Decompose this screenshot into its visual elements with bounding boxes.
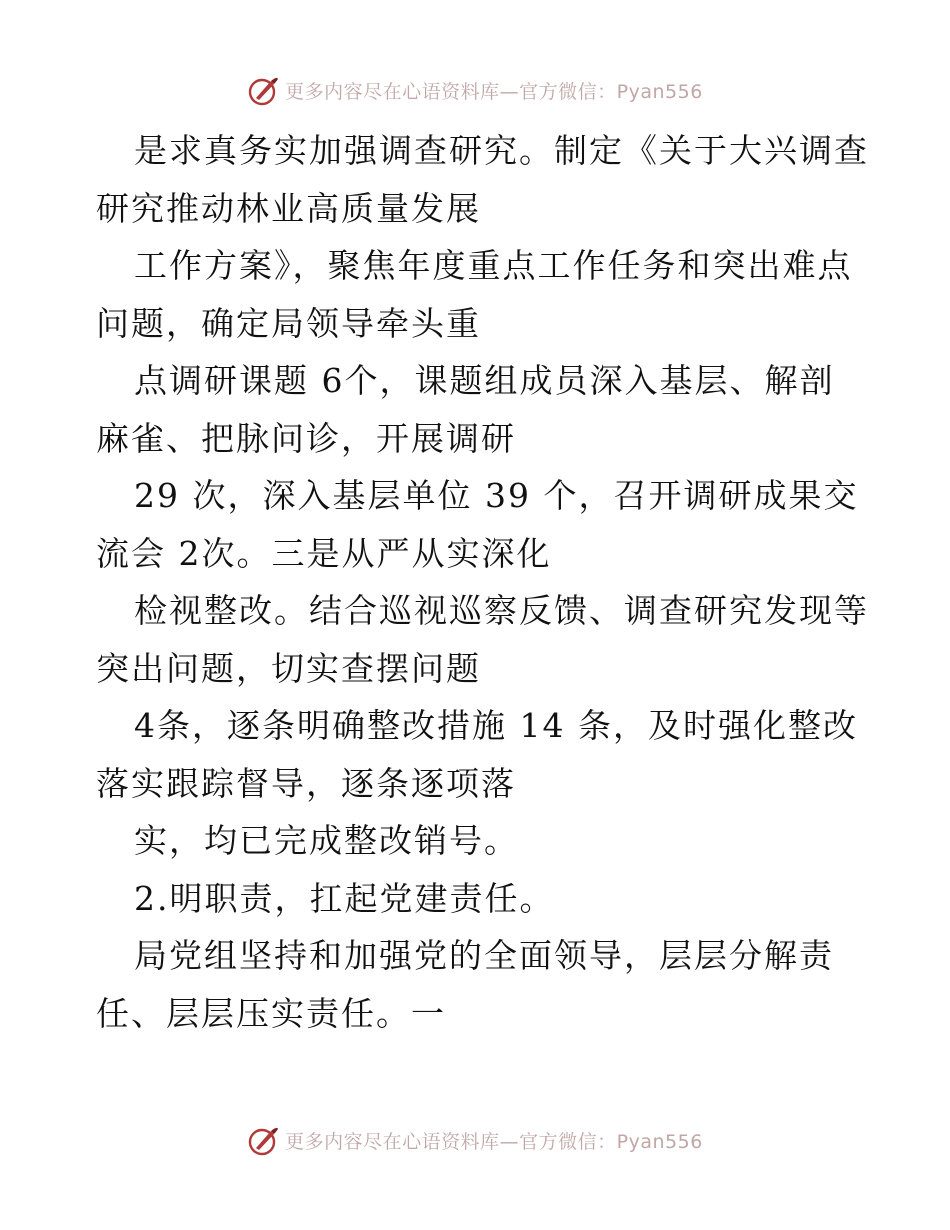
pen-leaf-logo-icon	[247, 1123, 281, 1157]
body-line: 突出问题，切实查摆问题	[96, 648, 481, 688]
body-line: 点调研课题 6个，课题组成员深入基层、解剖	[134, 361, 835, 400]
section-heading: 2.明职责，扛起党建责任。	[134, 878, 555, 918]
body-line: 落实跟踪督导，逐条逐项落	[96, 763, 516, 803]
footer-banner	[0, 1122, 950, 1158]
body-line: 4条，逐条明确整改措施 14 条，及时强化整改	[134, 706, 858, 745]
body-line: 29 次，深入基层单位 39 个，召开调研成果交	[134, 476, 859, 515]
body-line: 工作方案》，聚焦年度重点工作任务和突出难点	[134, 246, 853, 285]
pen-leaf-logo-icon	[247, 73, 281, 107]
body-line: 是求真务实加强调查研究。制定《关于大兴调查	[134, 131, 869, 170]
footer-banner-text: 更多内容尽在心语资料库—官方微信：Pyan556	[285, 1130, 703, 1153]
body-line: 实，均已完成整改销号。	[134, 821, 519, 860]
body-line: 检视整改。结合巡视巡察反馈、调查研究发现等	[134, 591, 869, 630]
body-line: 问题，确定局领导牵头重	[96, 303, 481, 343]
body-line: 局党组坚持和加强党的全面领导，层层分解责	[134, 936, 834, 975]
body-line: 任、层层压实责任。一	[96, 993, 446, 1033]
document-body	[96, 122, 869, 1042]
header-banner-text: 更多内容尽在心语资料库—官方微信：Pyan556	[285, 80, 703, 103]
body-line: 麻雀、把脉问诊，开展调研	[96, 418, 516, 458]
body-line: 流会 2次。三是从严从实深化	[96, 533, 552, 573]
header-banner	[0, 72, 950, 108]
body-line: 研究推动林业高质量发展	[96, 188, 481, 228]
